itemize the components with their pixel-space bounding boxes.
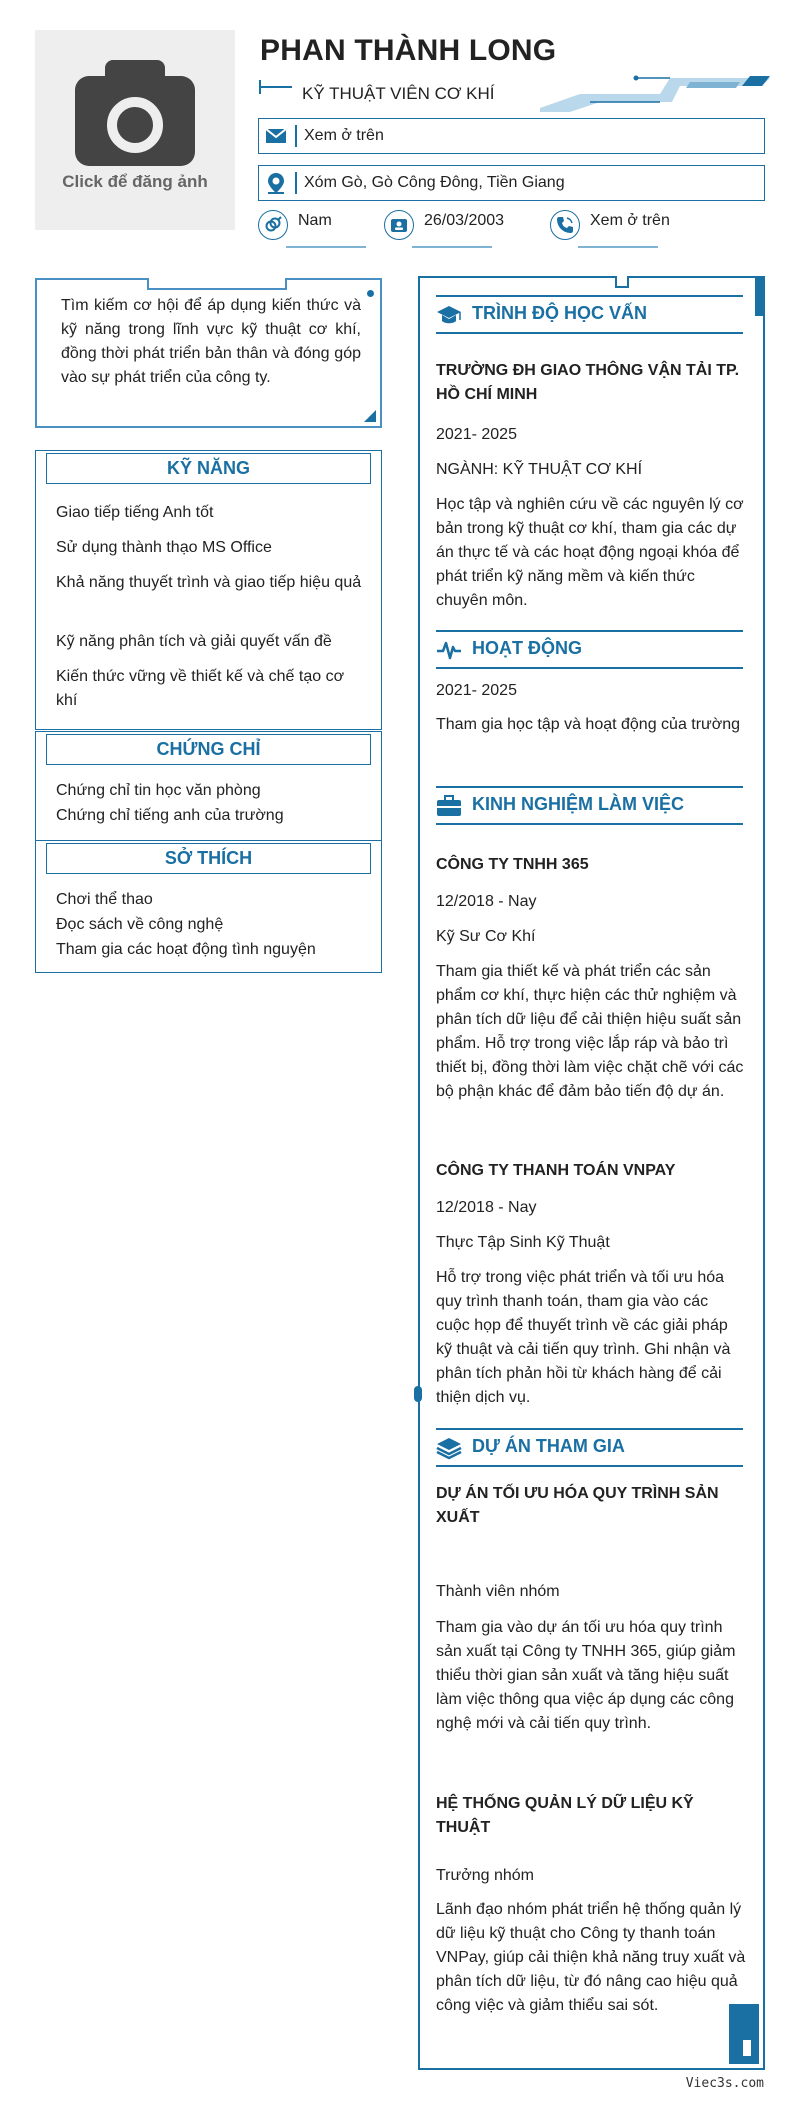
heading-rule xyxy=(436,1428,743,1430)
project-name[interactable]: DỰ ÁN TỐI ƯU HÓA QUY TRÌNH SẢN XUẤT xyxy=(436,1485,719,1526)
email-field[interactable] xyxy=(258,118,765,154)
career-objective[interactable] xyxy=(35,278,382,428)
job-description[interactable]: Tham gia thiết kế và phát triển các sản phẩm cơ khí, thực hiện các thử nghiệm và phân tích dữ liệu để cải thiện hiệu suất sản phẩm. Hỗ trợ trong việc lắp ráp và bảo trì thiết bị, đồng thời làm việc chặt chẽ với các bộ phận khác để đảm bảo tiến độ dự án. xyxy=(436,963,744,1100)
title-decoration-line xyxy=(260,86,292,88)
briefcase-icon xyxy=(436,794,462,818)
footer-watermark: Viec3s.com xyxy=(685,2076,764,2091)
objective-tab-decoration xyxy=(147,278,287,290)
circuit-decoration xyxy=(540,72,770,112)
avatar-upload[interactable] xyxy=(35,30,235,230)
phone-icon xyxy=(556,216,574,234)
project-description[interactable]: Tham gia vào dự án tối ưu hóa quy trình sản xuất tại Công ty TNHH 365, giúp giảm thiểu thời gian sản xuất và tăng hiệu suất làm việc thông qua việc áp dụng các công nghệ mới và cải tiến quy trình. xyxy=(436,1619,736,1732)
address-field[interactable] xyxy=(258,165,765,201)
location-pin-icon xyxy=(265,172,287,194)
job-title[interactable]: KỸ THUẬT VIÊN CƠ KHÍ xyxy=(302,84,495,103)
skills-section[interactable] xyxy=(35,450,382,730)
activities-period[interactable]: 2021- 2025 xyxy=(436,682,517,699)
frame-top-line xyxy=(418,276,765,278)
objective-text: Tìm kiếm cơ hội để áp dụng kiến thức và kỹ năng trong lĩnh vực kỹ thuật cơ khí, đồng thời phát triển bản thân và đóng góp vào sự phát triển của công ty. xyxy=(61,297,361,386)
birthday-value: 26/03/2003 xyxy=(424,212,505,229)
field-underline xyxy=(578,246,658,248)
candidate-name[interactable]: PHAN THÀNH LONG xyxy=(260,34,557,67)
field-separator xyxy=(295,125,297,147)
skills-heading: KỸ NĂNG xyxy=(46,453,371,484)
heading-rule xyxy=(436,630,743,632)
skill-item: Kỹ năng phân tích và giải quyết vấn đề xyxy=(56,633,332,650)
phone-icon-circle xyxy=(550,210,580,240)
hobbies-section[interactable] xyxy=(35,840,382,973)
job-role[interactable]: Kỹ Sư Cơ Khí xyxy=(436,928,536,945)
objective-corner xyxy=(364,410,376,422)
email-value: Xem ở trên xyxy=(304,127,384,144)
upload-caption: Click để đăng ảnh xyxy=(62,172,208,191)
certificate-item: Chứng chỉ tin học văn phòng xyxy=(56,782,261,799)
heading-rule xyxy=(436,667,743,669)
certificate-item: Chứng chỉ tiếng anh của trường xyxy=(56,807,284,824)
activities-description[interactable]: Tham gia học tập và hoạt động của trường xyxy=(436,716,741,733)
job-company[interactable]: CÔNG TY THANH TOÁN VNPAY xyxy=(436,1162,676,1179)
experience-title: KINH NGHIỆM LÀM VIỆC xyxy=(472,794,685,814)
gender-icon-circle xyxy=(258,210,288,240)
frame-stripe xyxy=(755,276,765,316)
heading-rule xyxy=(436,823,743,825)
frame-bottom-mark xyxy=(743,2040,751,2056)
heading-rule xyxy=(436,295,743,297)
skill-item: Kiến thức vững về thiết kế và chế tạo cơ khí xyxy=(56,668,345,709)
job-period[interactable]: 12/2018 - Nay xyxy=(436,1199,537,1216)
id-card-icon xyxy=(390,216,408,234)
gender-value: Nam xyxy=(298,212,332,229)
job-period[interactable]: 12/2018 - Nay xyxy=(436,893,537,910)
hobby-item: Chơi thể thao xyxy=(56,891,153,908)
layers-icon xyxy=(436,1436,462,1460)
graduation-cap-icon xyxy=(436,303,462,327)
job-role[interactable]: Thực Tập Sinh Kỹ Thuật xyxy=(436,1234,610,1251)
gender-icon xyxy=(264,216,282,234)
field-underline xyxy=(412,246,492,248)
skill-item: Giao tiếp tiếng Anh tốt xyxy=(56,504,214,521)
hobby-item: Đọc sách về công nghệ xyxy=(56,916,224,933)
phone-value: Xem ở trên xyxy=(590,212,670,229)
objective-dot xyxy=(367,290,374,297)
address-value: Xóm Gò, Gò Công Đông, Tiền Giang xyxy=(304,174,565,191)
project-description[interactable]: Lãnh đạo nhóm phát triển hệ thống quản lý dữ liệu kỹ thuật cho Công ty thanh toán VNPay, giúp cải thiện khả năng truy xuất và phân tích dữ liệu, từ đó nâng cao hiệu quả công việc và giảm thiểu sai sót. xyxy=(436,1901,746,2014)
education-title: TRÌNH ĐỘ HỌC VẤN xyxy=(472,303,647,323)
hobby-item: Tham gia các hoạt động tình nguyện xyxy=(56,941,316,958)
field-separator xyxy=(295,172,297,194)
heading-rule xyxy=(436,1465,743,1467)
education-description[interactable]: Học tập và nghiên cứu về các nguyên lý cơ bản trong kỹ thuật cơ khí, tham gia các dự án thực tế và các hoạt động ngoại khóa để phát triển kỹ năng mềm và kiến thức chuyên môn. xyxy=(436,496,744,609)
skill-item: Sử dụng thành thạo MS Office xyxy=(56,539,272,556)
frame-notch xyxy=(615,276,629,288)
heading-rule xyxy=(436,332,743,334)
envelope-icon xyxy=(265,125,287,147)
education-major[interactable]: NGÀNH: KỸ THUẬT CƠ KHÍ xyxy=(436,461,643,478)
pulse-icon xyxy=(436,638,462,662)
activities-title: HOẠT ĐỘNG xyxy=(472,638,582,658)
projects-title: DỰ ÁN THAM GIA xyxy=(472,1436,625,1456)
certificates-section[interactable] xyxy=(35,731,382,841)
project-name[interactable]: HỆ THỐNG QUẢN LÝ DỮ LIỆU KỸ THUẬT xyxy=(436,1795,694,1836)
project-role[interactable]: Thành viên nhóm xyxy=(436,1583,560,1600)
birthday-icon-circle xyxy=(384,210,414,240)
skill-item: Khả năng thuyết trình và giao tiếp hiệu quả xyxy=(56,574,362,591)
education-school[interactable]: TRƯỜNG ĐH GIAO THÔNG VẬN TẢI TP. HỒ CHÍ MINH xyxy=(436,362,740,403)
education-period[interactable]: 2021- 2025 xyxy=(436,426,517,443)
project-role[interactable]: Trưởng nhóm xyxy=(436,1867,534,1884)
camera-lens xyxy=(107,97,163,153)
certificates-heading: CHỨNG CHỈ xyxy=(46,734,371,765)
field-underline xyxy=(286,246,366,248)
job-company[interactable]: CÔNG TY TNHH 365 xyxy=(436,856,589,873)
heading-rule xyxy=(436,786,743,788)
job-description[interactable]: Hỗ trợ trong việc phát triển và tối ưu hóa quy trình thanh toán, tham gia vào các cuộc họp để thuyết trình về các giải pháp kỹ thuật và cải tiến quy trình. Ghi nhận và phân tích phản hồi từ khách hàng để cải thiện dịch vụ. xyxy=(436,1269,731,1406)
frame-pin xyxy=(414,1386,422,1402)
hobbies-heading: SỞ THÍCH xyxy=(46,843,371,874)
